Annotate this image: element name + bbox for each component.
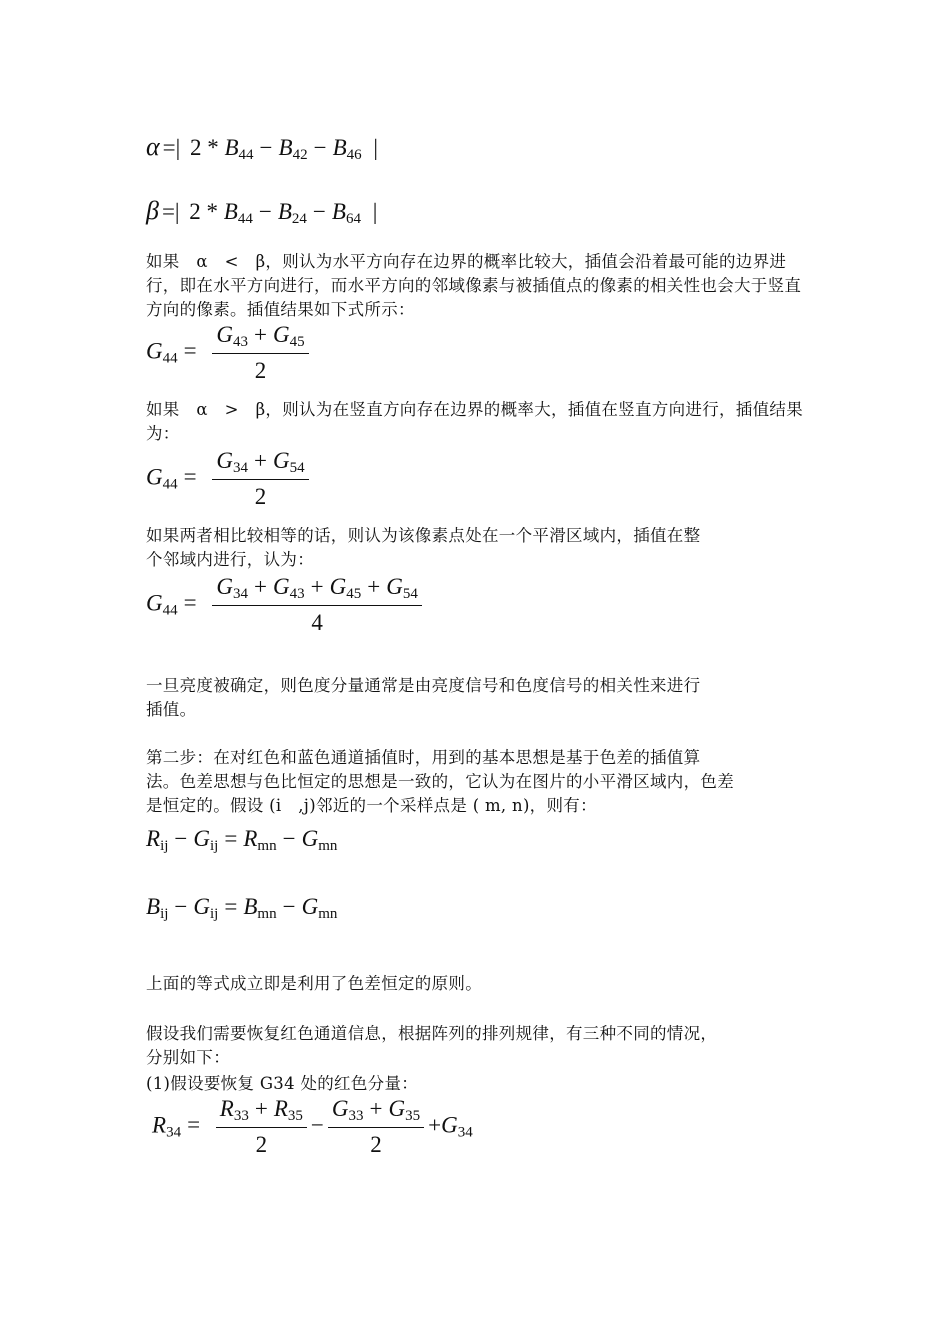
paragraph-line: 个邻域内进行，认为： bbox=[146, 550, 314, 569]
r34-equation: $R_{34}$ = $\frac{R_{33} + R_{35}}{2}$ − $\frac{G_{33} + G_{35}}{2}$ $+G_{34}$ bbox=[152, 1096, 473, 1157]
alpha-equation: α =| $2 * B_{44} - B_{42} - B_{46}$ | bbox=[146, 132, 378, 163]
g44-average-equation: $G_{44}$ = $\frac{G_{34} + G_{43} + G_{45} + G_{54}}{4}$ bbox=[146, 574, 426, 636]
paragraph-vertical-case: 如果 α > β，则认为在竖直方向存在边界的概率大，插值在竖直方向进行，插值结果为： bbox=[146, 400, 804, 443]
fraction: $\frac{G_{33} + G_{35}}{2}$ bbox=[328, 1096, 424, 1158]
paragraph-line: 一旦亮度被确定，则色度分量通常是由亮度信号和色度信号的相关性来进行 bbox=[146, 676, 701, 695]
paragraph-case-one: (1)假设要恢复 G34 处的红色分量： bbox=[146, 1074, 419, 1093]
paragraph-line: 分别如下： bbox=[146, 1048, 230, 1067]
paragraph-chroma-intro bbox=[146, 674, 816, 722]
paragraph-line: 第二步：在对红色和蓝色通道插值时，用到的基本思想是基于色差的插值算 bbox=[146, 748, 701, 767]
fraction: $\frac{G_{34} + G_{54}}{2}$ bbox=[212, 448, 308, 510]
fraction: $\frac{G_{34} + G_{43} + G_{45} + G_{54}}{4}$ bbox=[212, 574, 421, 636]
g44-horizontal-equation: $G_{44}$ = $\frac{G_{43} + G_{45}}{2}$ bbox=[146, 322, 313, 384]
paragraph-step-two bbox=[146, 746, 816, 818]
paragraph-line: 如果两者相比较相等的话，则认为该像素点处在一个平滑区域内，插值在整 bbox=[146, 526, 701, 545]
paragraph-line: 是恒定的。假设 (i ,j)邻近的一个采样点是 ( m, n)，则有： bbox=[146, 796, 597, 815]
paragraph-line: 假设我们需要恢复红色通道信息，根据阵列的排列规律，有三种不同的情况， bbox=[146, 1024, 718, 1043]
g44-vertical-equation: $G_{44}$ = $\frac{G_{34} + G_{54}}{2}$ bbox=[146, 448, 313, 510]
blue-color-difference-equation: $B_{ij} - G_{ij} = B_{mn} - G_{mn}$ bbox=[146, 894, 338, 922]
fraction: $\frac{R_{33} + R_{35}}{2}$ bbox=[216, 1096, 307, 1158]
paragraph-red-recovery bbox=[146, 1022, 816, 1070]
beta-equation: β =| $2 * B_{44} - B_{24} - B_{64}$ | bbox=[146, 196, 378, 227]
paragraph-line: 插值。 bbox=[146, 700, 197, 719]
paragraph-principle: 上面的等式成立即是利用了色差恒定的原则。 bbox=[146, 974, 482, 993]
paragraph-line: 法。色差思想与色比恒定的思想是一致的，它认为在图片的小平滑区域内，色差 bbox=[146, 772, 734, 791]
fraction: $\frac{G_{43} + G_{45}}{2}$ bbox=[212, 322, 308, 384]
paragraph-horizontal-case: 如果 α < β，则认为水平方向存在边界的概率比较大，插值会沿着最可能的边界进行，即在水平方向进行，而水平方向的邻域像素与被插值点的像素的相关性也会大于竖直方向的像素。插值结果如下式所示： bbox=[146, 252, 802, 319]
paragraph-equal-case bbox=[146, 524, 816, 572]
red-color-difference-equation: $R_{ij} - G_{ij} = R_{mn} - G_{mn}$ bbox=[146, 826, 338, 854]
